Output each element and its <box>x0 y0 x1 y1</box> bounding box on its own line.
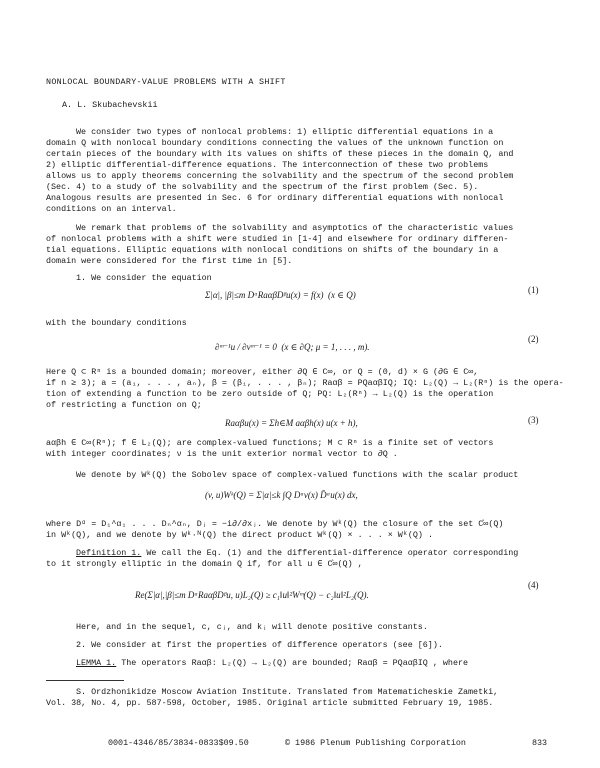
equation-1-domain: (x ∈ Q) <box>328 290 356 300</box>
lemma-1 <box>76 658 468 669</box>
text-line: Here Q ⊂ Rⁿ is a bounded domain; moreover, either ∂Q ∈ C∞, or Q = (0, d) × G (∂G ∈ C∞, <box>46 367 479 377</box>
text-line: in Wᵏ(Q), and we denote by Wᵏ·ᴺ(Q) the direct product Wᵏ(Q) × . . . × Wᵏ(Q) . <box>46 530 433 540</box>
text-line: Analogous results are presented in Sec. 6 for ordinary differential equations with nonlocal <box>46 193 504 203</box>
equation-2 <box>215 342 370 353</box>
text-line: domain were considered for the first time in [5]. <box>46 256 293 266</box>
text-line: tion of extending a function to be zero outside of Q; PQ: L₂(Rⁿ) → L₂(Q) is the operation <box>46 389 494 399</box>
equation-4: Re(Σ|α|,|β|≤m DᵅRaαβDᵝu, u)L₂(Q) ≥ c₁‖u‖²Wᵐ(Q) − c₂‖u‖²L₂(Q). <box>135 590 369 600</box>
text-line: where Dᵅ = D₁^α₁ . . . Dₙ^αₙ, Dⱼ = −i∂/∂xⱼ. We denote by Wᵏ(Q) the closure of the set C̊∞(Q) <box>46 519 504 529</box>
equation-2-lhs: ∂ᵐ⁻¹u / ∂νᵐ⁻¹ = 0 <box>215 342 277 352</box>
text-line: with integer coordinates; ν is the unit exterior normal vector to ∂Q . <box>46 449 398 459</box>
text-line: tial equations. Elliptic equations with nonlocal conditions on shifts of the boundary in a <box>46 245 499 255</box>
paper-title: NONLOCAL BOUNDARY-VALUE PROBLEMS WITH A SHIFT <box>46 77 286 87</box>
author: A. L. Skubachevskii <box>62 100 158 110</box>
text-line: Vol. 38, No. 4, pp. 587-598, October, 1985. Original article submitted February 19, 1985. <box>46 698 494 708</box>
text-line: (Sec. 4) to a study of the solvability and the spectrum of the first problem (Sec. 5). <box>46 182 479 192</box>
text-line: domain Q with nonlocal boundary conditions connecting the values of the unknown function on <box>46 138 504 148</box>
text-line: aαβh ∈ C∞(Rⁿ); f ∈ L₂(Q); are complex-valued functions; M ⊂ Rⁿ is a finite set of vectors <box>46 438 494 448</box>
text-line: if n ≥ 3); a = (a₁, . . . , aₙ), β = (β₁, . . . , βₙ); Raαβ = PQaαβIQ; IQ: L₂(Q) → L₂(Rⁿ) is the opera- <box>46 378 564 388</box>
text-line: certain pieces of the boundary with its values on shifts of these pieces in the domain Q, and <box>46 149 514 159</box>
text-line: conditions on an interval. <box>46 204 177 214</box>
section-1-intro: 1. We consider the equation <box>76 273 212 283</box>
equation-3: Raαβu(x) = Σh∈M aαβh(x) u(x + h), <box>225 418 358 428</box>
equation-4-number: (4) <box>528 580 539 590</box>
boundary-conditions-intro: with the boundary conditions <box>46 318 187 328</box>
definition-label: Definition 1. <box>76 548 142 558</box>
page-number: 833 <box>532 738 548 748</box>
constants-note: Here, and in the sequel, c, cⱼ, and kⱼ will denote positive constants. <box>76 622 428 632</box>
equation-1-number: (1) <box>528 285 539 295</box>
footnote-rule <box>46 680 124 681</box>
section-2-intro: 2. We consider at first the properties of difference operators (see [6]). <box>76 640 443 650</box>
text-line: allows us to apply theorems concerning the solvability and the spectrum of the second problem <box>46 171 514 181</box>
text-line: of nonlocal problems with a shift were studied in [1-4] and elsewhere for ordinary differen- <box>46 234 509 244</box>
text-line: of restricting a function on Q; <box>46 400 202 410</box>
text-line: We consider two types of nonlocal problems: 1) elliptic differential equations in a <box>76 127 494 137</box>
lemma-text: The operators Raαβ: L₂(Q) → L₂(Q) are bounded; Raαβ = PQaαβIQ , where <box>116 658 469 668</box>
equation-1 <box>205 290 356 301</box>
sobolev-scalar-product: (v, u)Wᵏ(Q) = Σ|α|≤k ∫Q Dᵅv(x) D̄ᵅu(x) dx, <box>205 490 358 500</box>
equation-2-domain: (x ∈ ∂Q; μ = 1, . . . , m). <box>281 342 370 352</box>
equation-2-number: (2) <box>528 334 539 344</box>
copyright: © 1986 Plenum Publishing Corporation <box>285 738 466 748</box>
text-line: to it strongly elliptic in the domain Q if, for all u ∈ C̊∞(Q) , <box>46 559 363 569</box>
definition-line <box>76 548 518 559</box>
journal-code: 0001-4346/85/3834-0833$09.50 <box>108 738 249 748</box>
lemma-label: LEMMA 1. <box>76 658 117 668</box>
text-line: S. Ordzhonikidze Moscow Aviation Institute. Translated from Matematicheskie Zametki, <box>76 687 499 697</box>
equation-1-lhs: Σ|α|, |β|≤m DᵅRaαβDᵝu(x) = f(x) <box>205 290 324 300</box>
sobolev-intro: We denote by Wᵏ(Q) the Sobolev space of complex-valued functions with the scalar product <box>76 470 519 480</box>
definition-text: We call the Eq. (1) and the differential-difference operator corresponding <box>141 548 519 558</box>
text-line: We remark that problems of the solvability and asymptotics of the characteristic values <box>76 223 514 233</box>
equation-3-number: (3) <box>528 415 539 425</box>
text-line: 2) elliptic differential-difference equations. The interconnection of these two problems <box>46 160 489 170</box>
